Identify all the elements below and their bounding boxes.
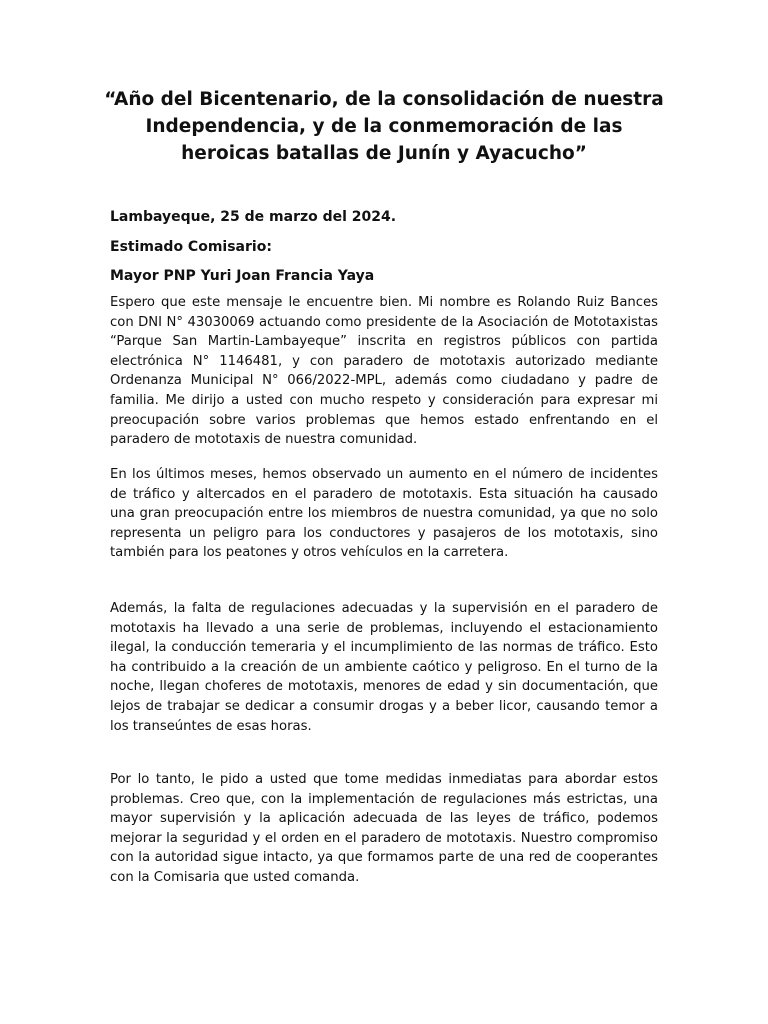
paragraph-introduction: Espero que este mensaje le encuentre bien. Mi nombre es Rolando Ruiz Bances con DNI N° 43030069 actuando como presidente de la Asociación de Mototaxistas “Parque San Martin-Lambayeque” inscrita en registros públicos con partida electrónica N° 1146481, y con paradero de mototaxis autorizado mediante Ordenanza Municipal N° 066/2022-MPL, además como ciudadano y padre de familia. Me dirijo a usted con mucho respeto y consideración para expresar mi preocupación sobre varios problemas que hemos estado enfrentando en el paradero de mototaxis de nuestra comunidad. [110, 295, 658, 448]
recipient-name: Mayor PNP Yuri Joan Francia Yaya [110, 268, 375, 284]
paragraph-incidents: En los últimos meses, hemos observado un aumento en el número de incidentes de tráfico y altercados en el paradero de mototaxis. Esta situación ha causado una gran preocupación entre los miembros de nuestra comunidad, ya que no solo representa un peligro para los conductores y pasajeros de los mototaxis, sino también para los peatones y otros vehículos en la carretera. [110, 467, 658, 561]
salutation: Estimado Comisario: [110, 239, 272, 255]
place-date: Lambayeque, 25 de marzo del 2024. [110, 209, 397, 225]
paragraph-problems: Además, la falta de regulaciones adecuadas y la supervisión en el paradero de mototaxis ha llevado a una serie de problemas, incluyendo el estacionamiento ilegal, la conducción temeraria y el incumplimiento de las normas de tráfico. Esto ha contribuido a la creación de un ambiente caótico y peligroso. En el turno de la noche, llegan choferes de mototaxis, menores de edad y sin documentación, que lejos de trabajar se dedicar a consumir drogas y a beber licor, causando temor a los transeúntes de esas horas. [110, 601, 658, 734]
document-motto: “Año del Bicentenario, de la consolidación de nuestra Independencia, y de la conmemoración de las heroicas batallas de Junín y Ayacucho” [104, 89, 664, 164]
paragraph-request: Por lo tanto, le pido a usted que tome medidas inmediatas para abordar estos problemas. Creo que, con la implementación de regulaciones más estrictas, una mayor supervisión y la aplicación adecuada de las leyes de tráfico, podemos mejorar la seguridad y el orden en el paradero de mototaxis. Nuestro compromiso con la autoridad sigue intacto, ya que formamos parte de una red de cooperantes con la Comisaria que usted comanda. [110, 772, 658, 885]
